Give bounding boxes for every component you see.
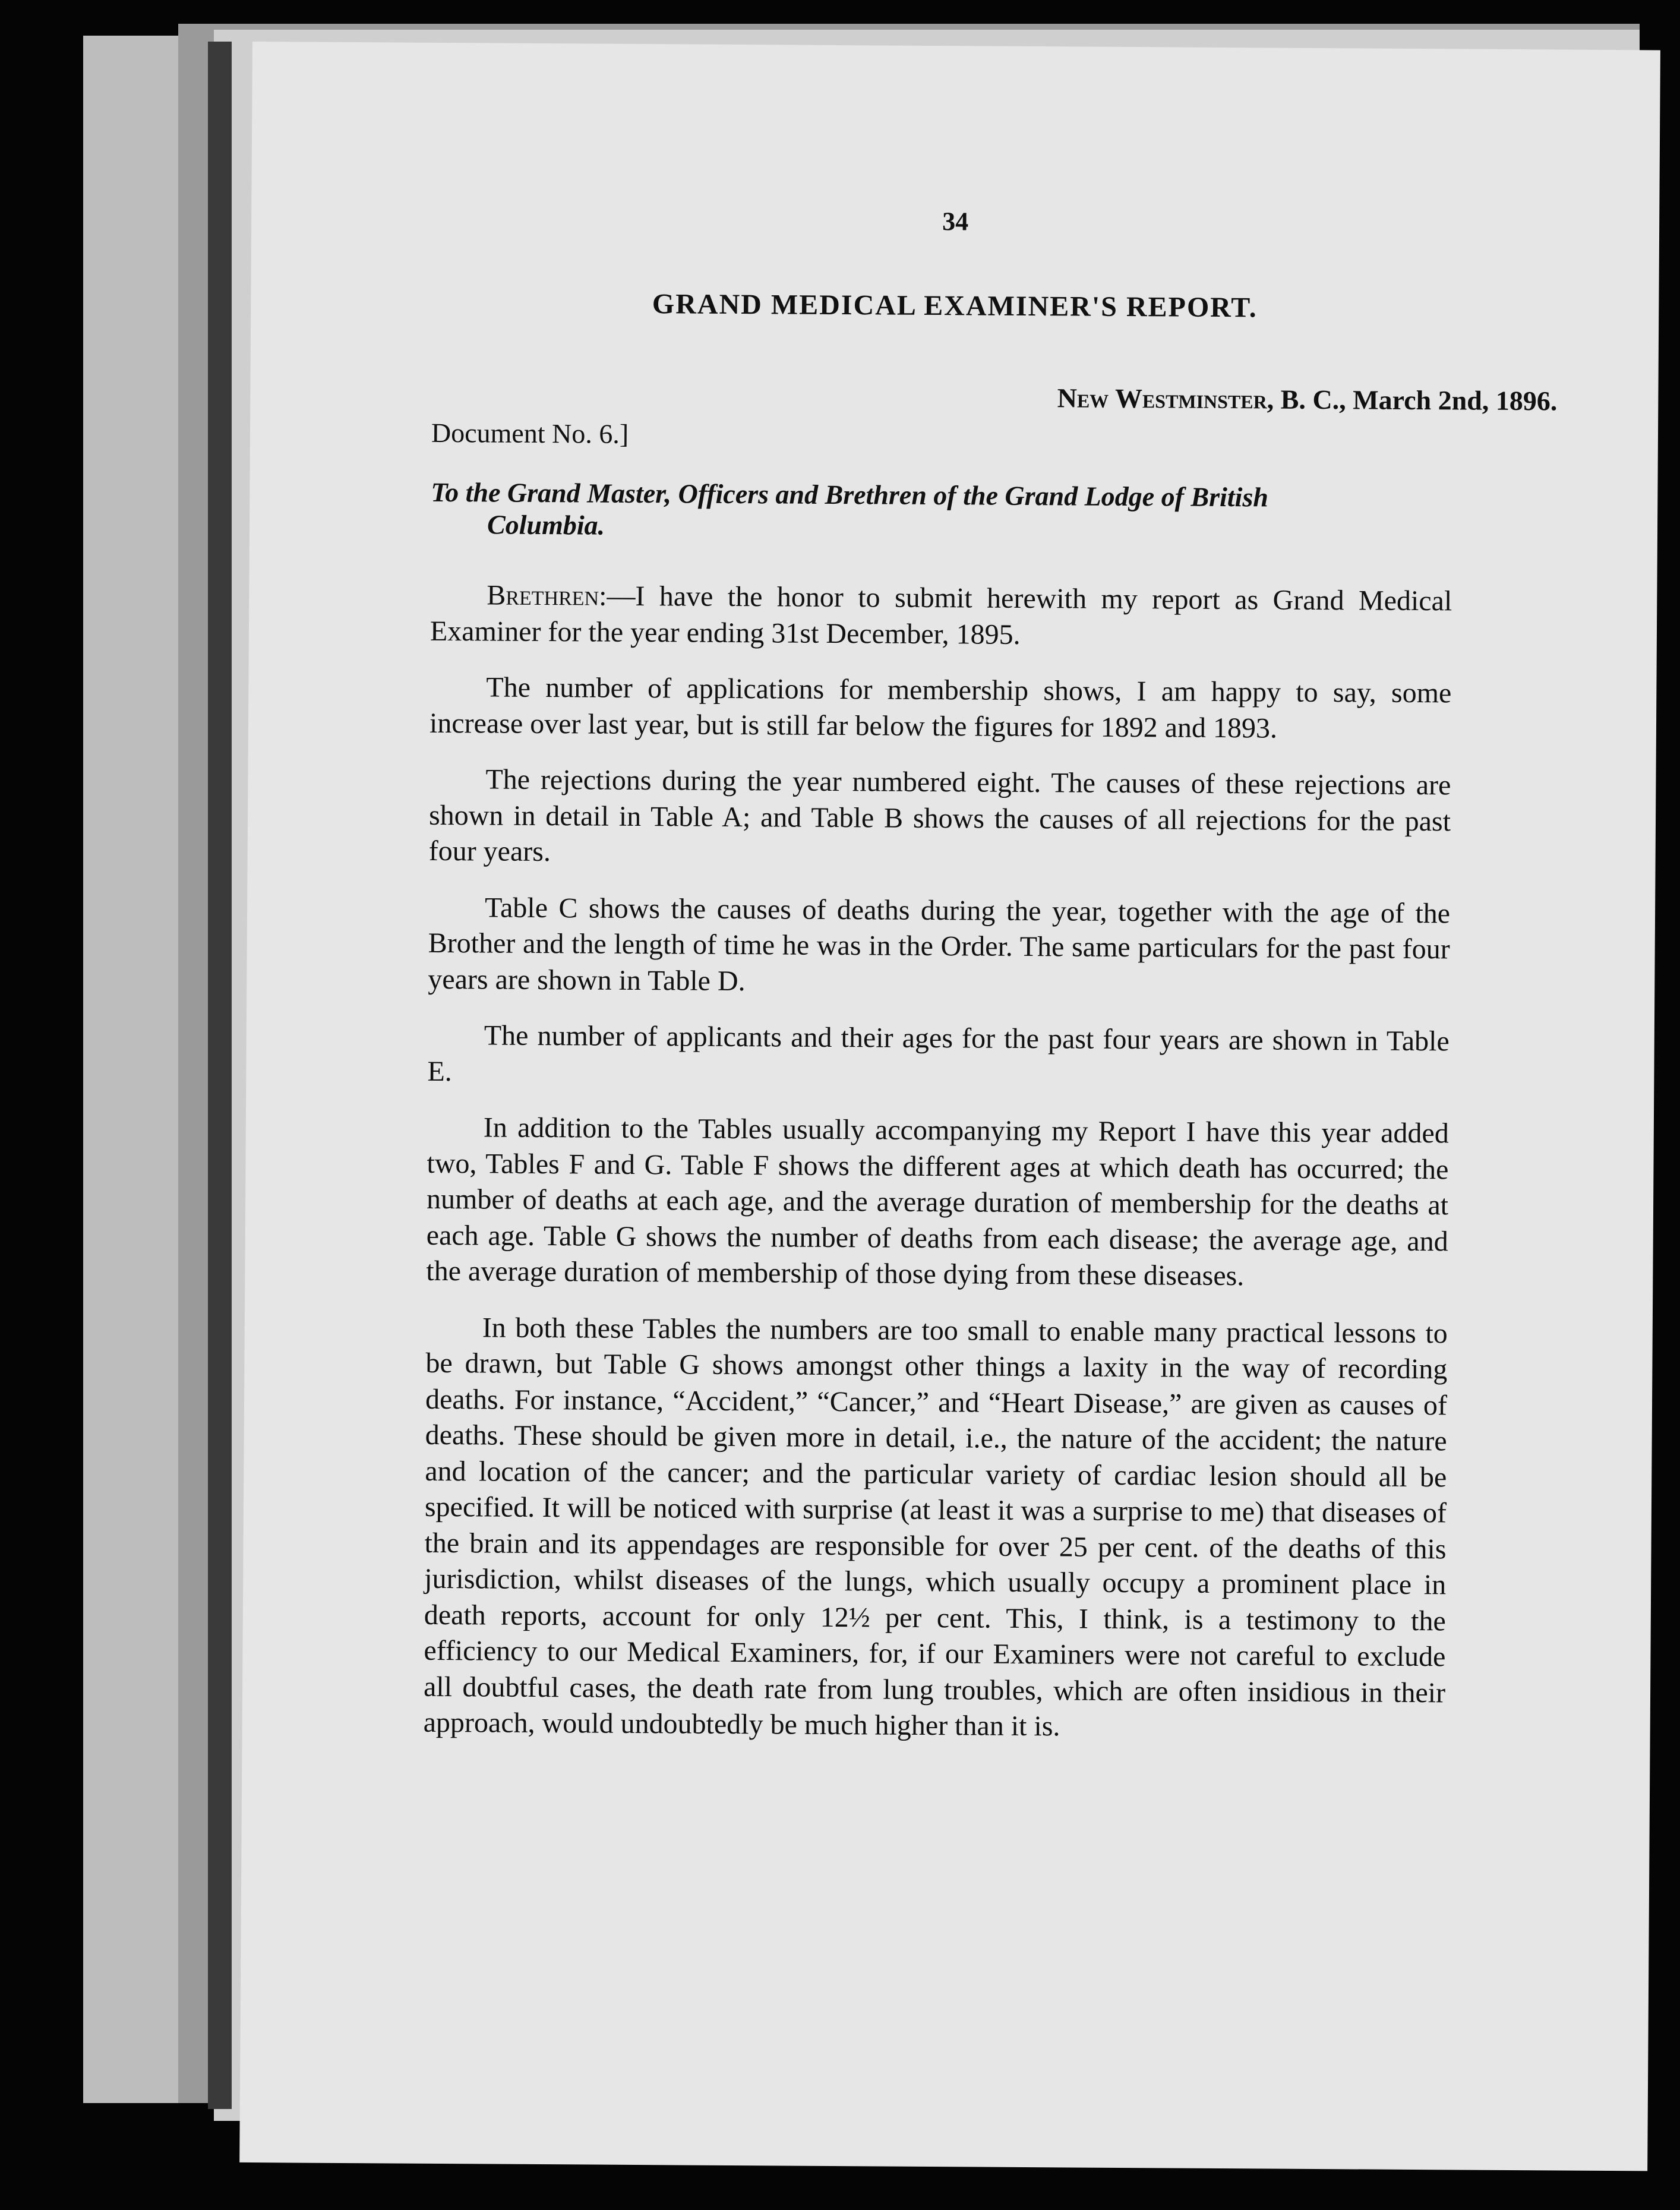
document-page bbox=[239, 42, 1660, 2171]
address-block bbox=[431, 476, 1441, 547]
paragraph-6: In addition to the Tables usually accompanying my Report I have this year added two, Tables F and G. Table F shows the different ages at which death has occurred; the number of deaths at each age, and the average duration of membership for the deaths at each age. Table G shows the number of deaths from each disease; the average age, and the average duration of membership of those dying from these diseases. bbox=[426, 1112, 1449, 1292]
paragraph-4: Table C shows the causes of deaths during the year, together with the age of the Brother and the length of time he was in the Order. The same particulars for the past four years are shown in Table D. bbox=[428, 891, 1451, 997]
paragraph-5: The number of applicants and their ages for the past four years are shown in Table E. bbox=[427, 1019, 1450, 1087]
report-body bbox=[423, 577, 1452, 1767]
address-line-2: Columbia. bbox=[487, 509, 605, 541]
document-number: Document No. 6.] bbox=[431, 417, 629, 449]
dateline bbox=[1057, 382, 1558, 416]
paragraph-2: The number of applications for membership shows, I am happy to say, some increase over last year, but is still far below the figures for 1892 and 1893. bbox=[429, 671, 1452, 744]
salutation: Brethren: bbox=[487, 579, 607, 612]
paragraph-1 bbox=[430, 577, 1452, 656]
book-spine-shadow bbox=[208, 42, 232, 2109]
report-title: GRAND MEDICAL EXAMINER'S REPORT. bbox=[652, 288, 1258, 324]
paragraph-3: The rejections during the year numbered eight. The causes of these rejections are shown in detail in Table A; and Table B shows the causes of all rejections for the past four years. bbox=[428, 763, 1451, 868]
dateline-date: , B. C., March 2nd, 1896. bbox=[1267, 384, 1558, 416]
page-number: 34 bbox=[942, 207, 969, 236]
paragraph-1-text: —I have the honor to submit herewith my report as Grand Medical Examiner for the year ending 31st December, 1895. bbox=[430, 580, 1452, 651]
paragraph-7: In both these Tables the numbers are too small to enable many practical lessons to be drawn, but Table G shows amongst other things a laxity in the way of recording deaths. For instance, “Accident,” “Cancer,” and “Heart Disease,” are given as causes of deaths. These should be given more in detail, i.e., the nature of the accident; the nature and location of the cancer; and the particular variety of cardiac lesion should all be specified. It will be noticed with surprise (at least it was a surprise to me) that diseases of the brain and its appendages are responsible for over 25 per cent. of the deaths of this jurisdiction, whilst diseases of the lungs, which usually occupy a prominent place in death reports, account for only 12½ per cent. This, I think, is a testimony to the efficiency to our Medical Examiners, for, if our Examiners were not careful to exclude all doubtful cases, the death rate from lung troubles, which are often insidious in their approach, would undoubtedly be much higher than it is. bbox=[423, 1311, 1448, 1742]
address-line-1: To the Grand Master, Officers and Brethren of the Grand Lodge of British bbox=[431, 476, 1269, 513]
dateline-place: New Westminster bbox=[1057, 383, 1267, 415]
